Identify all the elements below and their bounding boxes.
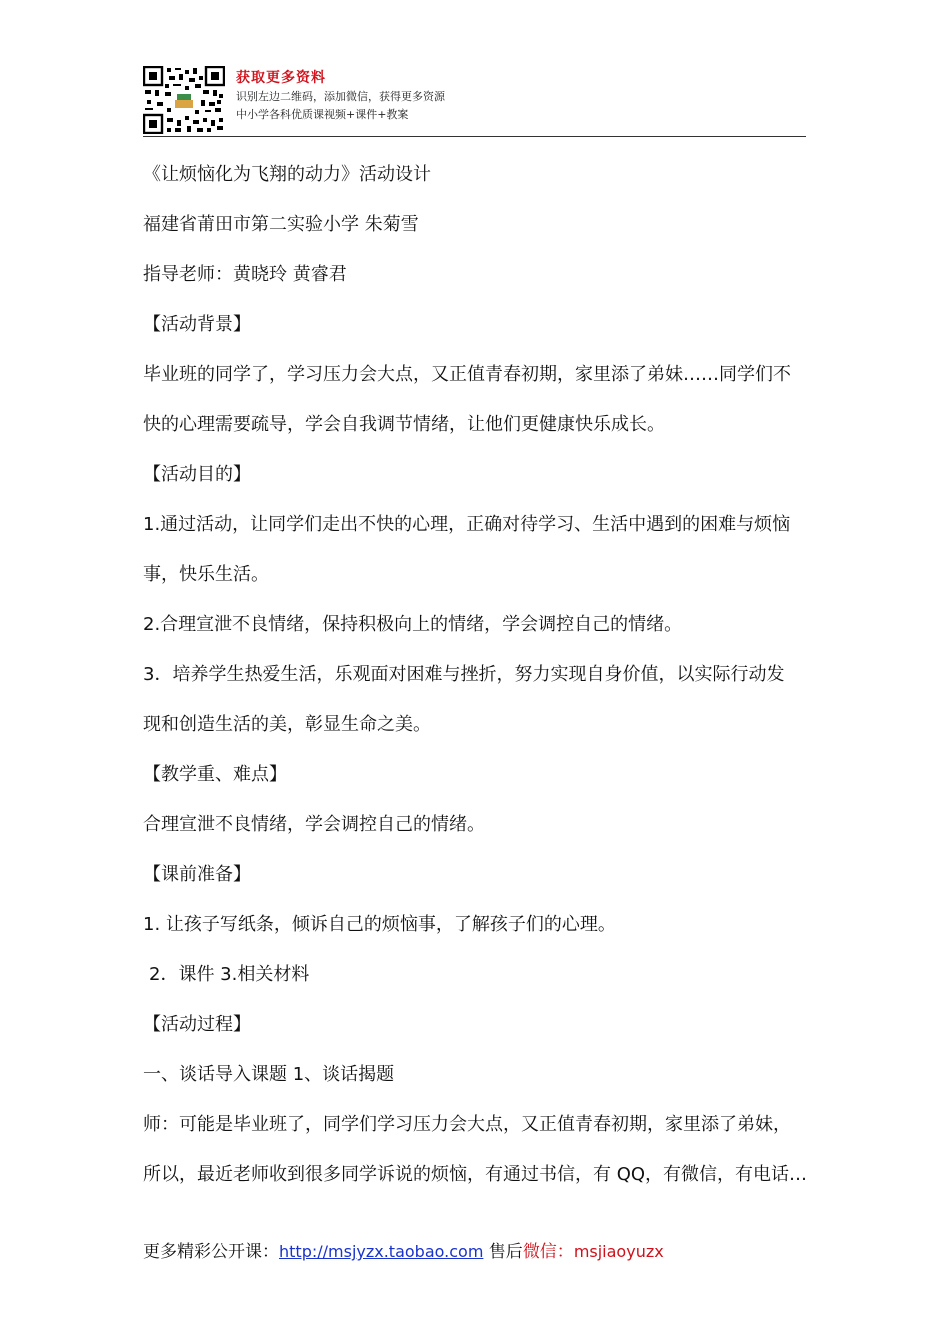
section-heading-preparation: 【课前准备】 [143, 864, 251, 885]
qr-code-icon [143, 66, 225, 134]
paragraph-line: 1. 让孩子写纸条，倾诉自己的烦恼事，了解孩子们的心理。 [143, 914, 616, 935]
doc-author: 福建省莆田市第二实验小学 朱菊雪 [143, 214, 419, 235]
promo-line-1: 识别左边二维码，添加微信，获得更多资源 [236, 90, 445, 103]
paragraph-line: 师：可能是毕业班了，同学们学习压力会大点，又正值青春初期，家里添了弟妹， [143, 1114, 791, 1135]
footer-wechat-id: msjiaoyuzx [573, 1242, 664, 1261]
footer-after-sale: 售后 [483, 1242, 523, 1262]
paragraph-line: 2.合理宣泄不良情绪，保持积极向上的情绪，学会调控自己的情绪。 [143, 614, 683, 635]
paragraph-line: 现和创造生活的美，彰显生命之美。 [143, 714, 431, 735]
paragraph-line: 1.通过活动，让同学们走出不快的心理，正确对待学习、生活中遇到的困难与烦恼 [143, 514, 791, 535]
paragraph-line: 快的心理需要疏导，学会自我调节情绪，让他们更健康快乐成长。 [143, 414, 665, 435]
footer-link[interactable]: http://msjyzx.taobao.com [279, 1242, 484, 1261]
document-body [143, 150, 808, 1200]
paragraph-line: 一、谈话导入课题 1、谈话揭题 [143, 1064, 395, 1085]
doc-advisors: 指导老师：黄晓玲 黄睿君 [143, 264, 347, 285]
doc-title: 《让烦恼化为飞翔的动力》活动设计 [143, 164, 431, 185]
paragraph-line: 毕业班的同学了，学习压力会大点，又正值青春初期，家里添了弟妹……同学们不 [143, 364, 791, 385]
paragraph-line: 2．课件 3.相关材料 [149, 964, 310, 985]
promo-text [236, 68, 445, 124]
header-divider [143, 136, 806, 137]
promo-line-2: 中小学各科优质课视频+课件+教案 [236, 108, 409, 121]
paragraph-line: 事，快乐生活。 [143, 564, 269, 585]
section-heading-goals: 【活动目的】 [143, 464, 251, 485]
promo-header [143, 66, 806, 136]
section-heading-background: 【活动背景】 [143, 314, 251, 335]
paragraph-line: 3．培养学生热爱生活，乐观面对困难与挫折，努力实现自身价值，以实际行动发 [143, 664, 785, 685]
paragraph-line: 合理宣泄不良情绪，学会调控自己的情绪。 [143, 814, 485, 835]
promo-title: 获取更多资料 [236, 70, 326, 86]
footer [143, 1238, 664, 1266]
section-heading-process: 【活动过程】 [143, 1014, 251, 1035]
footer-prefix: 更多精彩公开课： [143, 1242, 279, 1262]
section-heading-key-points: 【教学重、难点】 [143, 764, 287, 785]
footer-wechat-label: 微信： [522, 1242, 574, 1262]
paragraph-line: 所以，最近老师收到很多同学诉说的烦恼，有通过书信，有 QQ，有微信，有电话… [143, 1164, 808, 1185]
